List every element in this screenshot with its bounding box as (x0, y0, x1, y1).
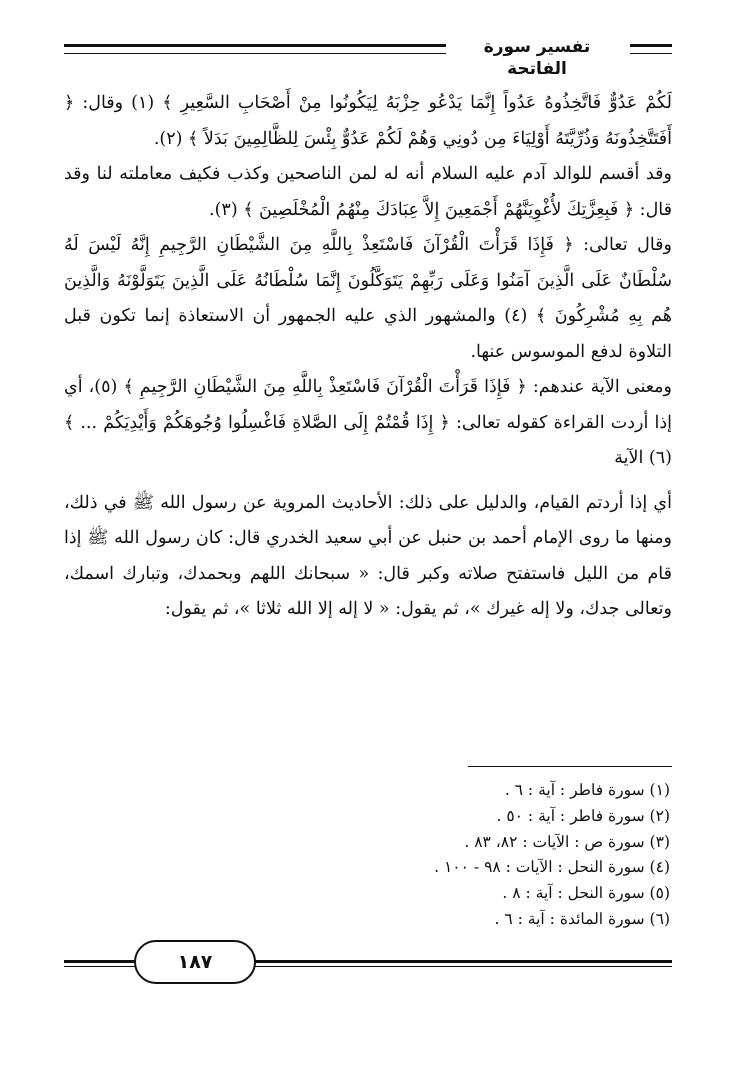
paragraph-1: لَكُمْ عَدُوٌّ فَاتَّخِذُوهُ عَدُواً إِنَّمَا يَدْعُو حِزْبَهُ لِيَكُونُوا مِنْ أَصْحَابِ السَّعِيرِ ﴾ (١) وقال: ﴿ أَفَتَتَّخِذُونَهُ وَذُرِّيَّتَهُ أَوْلِيَاءَ مِن دُونِي وَهُمْ لَكُمْ عَدُوٌّ بِئْسَ لِلظَّالِمِينَ بَدَلاً ﴾ (٢). (64, 93, 672, 149)
paragraph-5: أي إذا أردتم القيام، والدليل على ذلك: الأحاديث المروية عن رسول الله ﷺ في ذلك، ومنها ما روى الإمام أحمد بن حنبل عن أبي سعيد الخدري قال: كان رسول الله ﷺ إذا قام من الليل فاستفتح صلاته وكبر قال: « سبحانك اللهم وبحمدك، وتبارك اسمك، وتعالى جدك، ولا إله غيرك »، ثم يقول: « لا إله إلا الله ثلاثا »، ثم يقول: (64, 492, 672, 619)
paragraph-3: وقال تعالى: ﴿ فَإِذَا قَرَأْتَ الْقُرْآنَ فَاسْتَعِذْ بِاللَّهِ مِنَ الشَّيْطَانِ الرَّجِيمِ إِنَّهُ لَيْسَ لَهُ سُلْطَانٌ عَلَى الَّذِينَ آمَنُوا وَعَلَى رَبِّهِمْ يَتَوَكَّلُونَ إِنَّمَا سُلْطَانُهُ عَلَى الَّذِينَ يَتَوَلَّوْنَهُ وَالَّذِينَ هُم بِهِ مُشْرِكُونَ ﴾ (٤) والمشهور الذي عليه الجمهور أن الاستعاذة إنما تكون قبل التلاوة لدفع الموسوس عنها. (64, 235, 672, 362)
paragraph-2: وقد أقسم للوالد آدم عليه السلام أنه له لمن الناصحين وكذب فكيف معاملته لنا وقد قال: ﴿ فَبِعِزَّتِكَ لأُغْوِيَنَّهُمْ أَجْمَعِينَ إِلاَّ عِبَادَكَ مِنْهُمُ الْمُخْلَصِينَ ﴾ (٣). (64, 164, 672, 220)
footnote-6: (٦) سورة المائدة : آية : ٦ . (494, 909, 670, 928)
body-text (64, 86, 672, 628)
page-number: ١٨٧ (134, 940, 256, 984)
paragraph-4: ومعنى الآية عندهم: ﴿ فَإِذَا قَرَأْتَ الْقُرْآنَ فَاسْتَعِذْ بِاللَّهِ مِنَ الشَّيْطَانِ الرَّجِيمِ ﴾ (٥)، أي إذا أردت القراءة كقوله تعالى: ﴿ إِذَا قُمْتُمْ إِلَى الصَّلاةِ فَاغْسِلُوا وُجُوهَكُمْ وَأَيْدِيَكُمْ ... ﴾ (٦) الآية (64, 377, 672, 468)
footnote-separator (468, 766, 672, 767)
footnote-2: (٢) سورة فاطر : آية : ٥٠ . (496, 806, 670, 825)
header-title: تفسير سورة الفاتحة (483, 37, 591, 79)
footnote-4: (٤) سورة النحل : الآيات : ٩٨ - ١٠٠ . (434, 858, 670, 877)
header-rule-left (64, 44, 446, 54)
footnote-1: (١) سورة فاطر : آية : ٦ . (504, 781, 670, 799)
page-footer (64, 938, 672, 982)
footnotes (230, 778, 670, 933)
footnote-3: (٣) سورة ص : الآيات : ٨٢، ٨٣ . (464, 832, 670, 851)
running-header (64, 36, 672, 79)
header-rule-right (630, 44, 672, 54)
footnote-5: (٥) سورة النحل : آية : ٨ . (502, 884, 670, 903)
